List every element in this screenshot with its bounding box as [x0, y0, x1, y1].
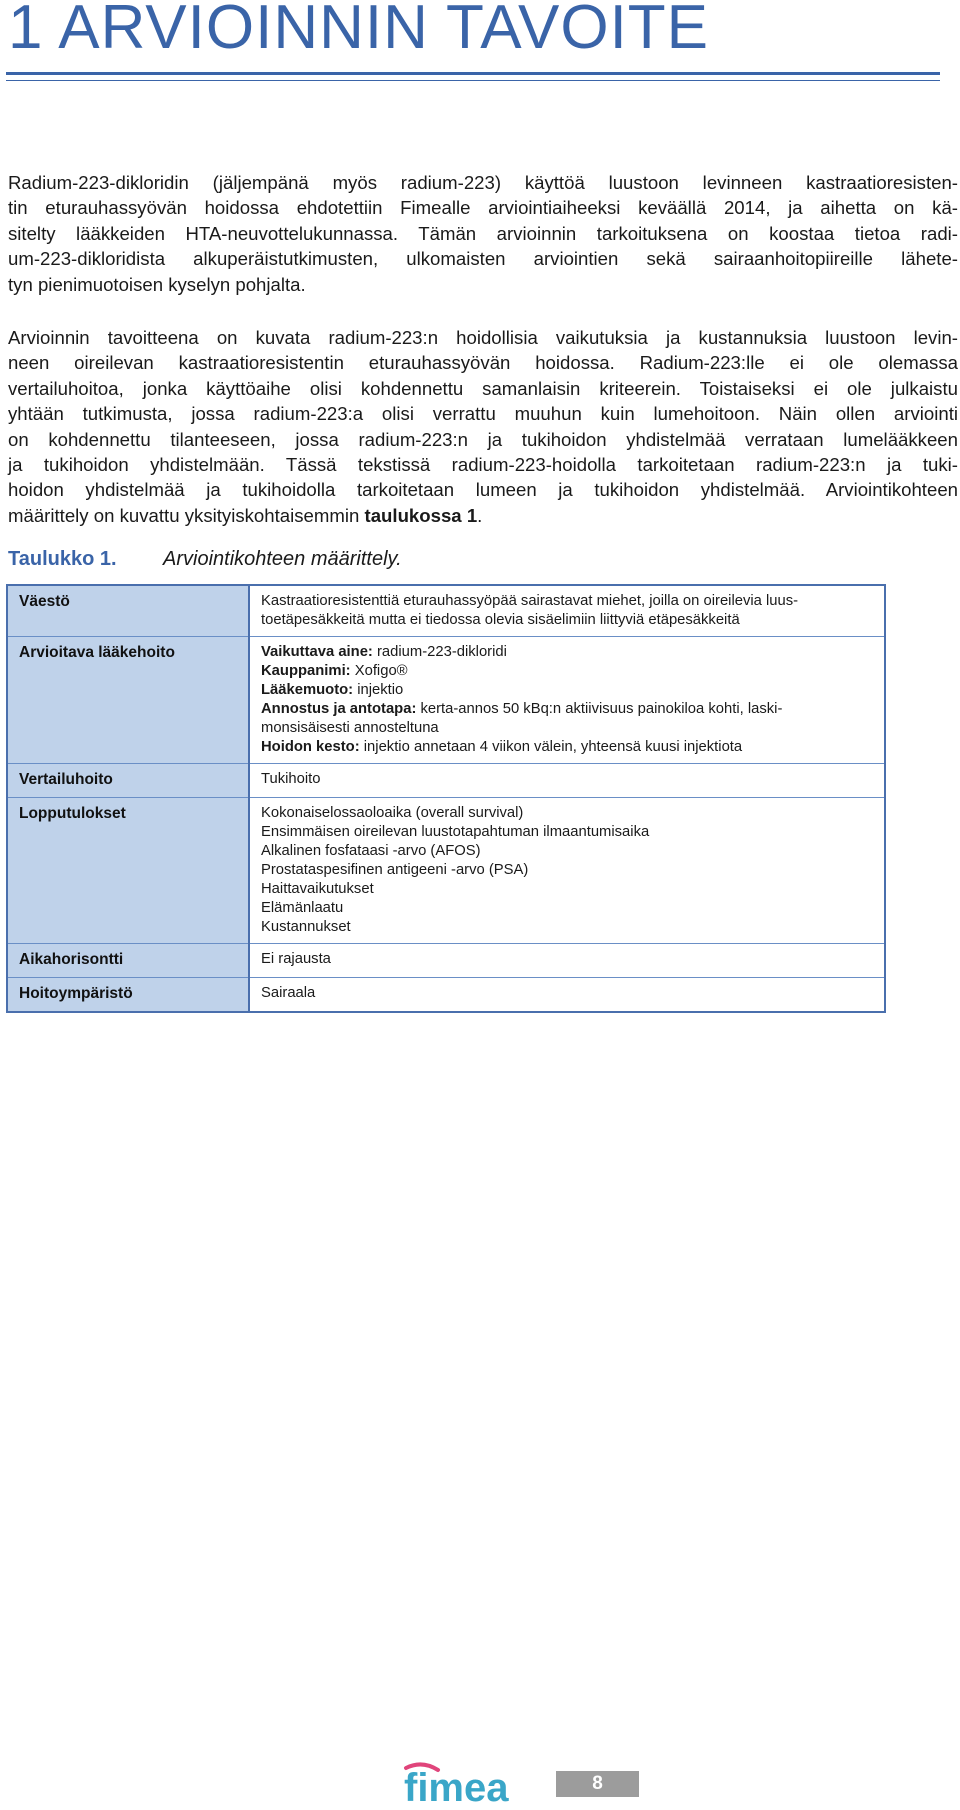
- row-value: [249, 585, 885, 637]
- heading-rule-thin: [6, 80, 940, 81]
- table-row: [7, 798, 885, 944]
- text-fragment: .: [477, 504, 483, 526]
- text-line: tin eturauhassyövän hoidossa ehdotettiin Fimealle arviointiaiheeksi keväällä 2014, ja aihetta on kä-: [8, 197, 958, 219]
- table-caption-label: Taulukko 1.: [8, 548, 117, 570]
- text-line: [8, 503, 958, 528]
- outcome-item: Prostataspesifinen antigeeni -arvo (PSA): [261, 862, 529, 878]
- value-line: toetäpesäkkeitä mutta ei tiedossa olevia sisäelimiin liittyviä etäpesäkkeitä: [261, 612, 740, 628]
- text-line: hoidon yhdistelmää ja tukihoidolla tarkoitetaan lumeen ja tukihoidon yhdistelmää. Arviointikohteen: [8, 479, 958, 501]
- table-caption: [8, 548, 402, 571]
- text-line: yhtään tutkimusta, jossa radium-223:a olisi verrattu muuhun kuin lumehoitoon. Näin ollen arviointi: [8, 403, 958, 425]
- objective-paragraph: [8, 325, 958, 528]
- text-line: ja tukihoidon yhdistelmään. Tässä tekstissä radium-223-hoidolla tarkoitetaan radium-223:n ja tuki-: [8, 454, 958, 476]
- outcome-item: Kokonaiselossaoloaika (overall survival): [261, 805, 524, 821]
- text-line: tyn pienimuotoisen kyselyn pohjalta.: [8, 273, 306, 295]
- intro-paragraph: [8, 170, 958, 297]
- text-line: vertailuhoitoa, jonka käyttöaihe olisi kohdennettu samanlaisin kriteerein. Toistaiseksi ei ole julkaistu: [8, 377, 958, 399]
- value-line: [261, 738, 876, 757]
- value-key: Vaikuttava aine:: [261, 644, 373, 660]
- text-line: um-223-dikloridista alkuperäistutkimusten, ulkomaisten arviointien sekä sairaanhoitopiireille lähete-: [8, 248, 958, 270]
- table-row: [7, 637, 885, 764]
- table-caption-title: Arviointikohteen määrittely.: [163, 548, 402, 570]
- value-text: injektio annetaan 4 viikon välein, yhteensä kuusi injektiota: [359, 739, 743, 755]
- logo-wordmark: fimea: [404, 1766, 509, 1806]
- row-value: [249, 798, 885, 944]
- value-text: kerta-annos 50 kBq:n aktiivisuus painokiloa kohti, laski-: [416, 701, 783, 717]
- value-key: Hoidon kesto:: [261, 739, 360, 755]
- row-value: Tukihoito: [249, 764, 885, 798]
- value-line: [261, 662, 876, 681]
- row-value: Sairaala: [249, 978, 885, 1013]
- table-reference-link: taulukossa 1: [364, 504, 478, 526]
- value-line: [261, 700, 876, 719]
- row-label: Väestö: [7, 585, 249, 637]
- value-key: Lääkemuoto:: [261, 682, 354, 698]
- row-label: Lopputulokset: [7, 798, 249, 944]
- text-fragment: määrittely on kuvattu yksityiskohtaisemmin: [8, 504, 365, 526]
- table-row: [7, 585, 885, 637]
- heading-rule-thick: [6, 72, 940, 75]
- text-line: Arvioinnin tavoitteena on kuvata radium-223:n hoidollisia vaikutuksia ja kustannuksia luustoon levin-: [8, 327, 958, 348]
- value-line: [261, 681, 876, 700]
- value-line: monsisäisesti annosteltuna: [261, 720, 439, 736]
- row-value: [249, 637, 885, 764]
- table-row: [7, 944, 885, 978]
- outcome-item: Haittavaikutukset: [261, 881, 374, 897]
- value-line: Kastraatioresistenttiä eturauhassyöpää sairastavat miehet, joilla on oireilevia luus-: [261, 593, 799, 609]
- row-label: Aikahorisontti: [7, 944, 249, 978]
- page-number: 8: [556, 1771, 639, 1797]
- page-heading: 1 ARVIOINNIN TAVOITE: [8, 0, 710, 62]
- fimea-logo: [402, 1762, 528, 1806]
- value-text: injektio: [353, 682, 404, 698]
- row-value: Ei rajausta: [249, 944, 885, 978]
- row-label: Arvioitava lääkehoito: [7, 637, 249, 764]
- value-key: Annostus ja antotapa:: [261, 701, 417, 717]
- value-text: Xofigo®: [350, 663, 408, 679]
- outcome-item: Kustannukset: [261, 919, 351, 935]
- row-label: Vertailuhoito: [7, 764, 249, 798]
- value-key: Kauppanimi:: [261, 663, 351, 679]
- table-row: [7, 978, 885, 1013]
- row-label: Hoitoympäristö: [7, 978, 249, 1013]
- outcome-item: Elämänlaatu: [261, 900, 344, 916]
- table-row: [7, 764, 885, 798]
- value-line: [261, 643, 876, 662]
- outcome-item: Alkalinen fosfataasi -arvo (AFOS): [261, 843, 481, 859]
- text-line: sitelty lääkkeiden HTA-neuvottelukunnassa. Tämän arvioinnin tarkoituksena on koostaa tietoa radi-: [8, 222, 958, 244]
- assessment-definition-table: [6, 584, 886, 1013]
- value-text: radium-223-dikloridi: [372, 644, 507, 660]
- text-line: on kohdennettu tilanteeseen, jossa radium-223:n ja tukihoidon yhdistelmää verrataan lumelääkkeen: [8, 428, 958, 450]
- text-line: neen oireilevan kastraatioresistentin eturauhassyövän hoidossa. Radium-223:lle ei ole olemassa: [8, 352, 958, 374]
- outcome-item: Ensimmäisen oireilevan luustotapahtuman ilmaantumisaika: [261, 824, 650, 840]
- text-line: Radium-223-dikloridin (jäljempänä myös radium-223) käyttöä luustoon levinneen kastraatioresisten-: [8, 172, 958, 193]
